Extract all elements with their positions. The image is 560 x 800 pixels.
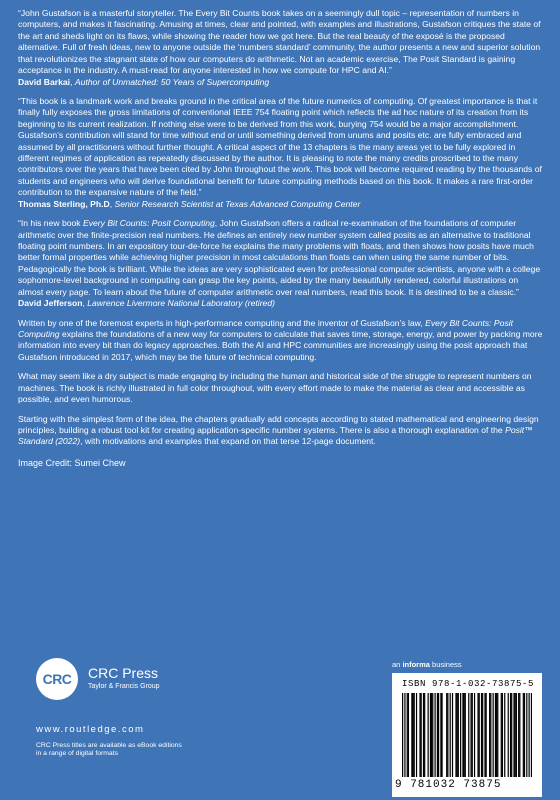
barcode-bar bbox=[481, 693, 482, 777]
quote-text-part: , John Gustafson offers a radical re-examination of the foundations of computer arithmetic over the finite-precision real numbers. He defines an entirely new number system called posits as an alternative to traditional floating point numbers. In an expository tour-de-force he explains the many problems with floats, and then shows how posits have much better formal properties while achieving higher precision in most calculations than floats can when using the same number of bits. Pedagogically the book is brilliant. While the ideas are very sophisticated even for professional computer scientists, anyone with a college sophomore-level background in computing can grasp the key points, aided by the many beautifully rendered, colorful illustrations on almost every page. To learn about the future of computer arithmetic over real numbers, read this book. It is destined to be a classic.” bbox=[18, 218, 541, 297]
barcode-bar bbox=[408, 693, 409, 777]
barcode-bar bbox=[447, 693, 448, 777]
publisher-group: Taylor & Francis Group bbox=[88, 683, 160, 690]
barcode-bar bbox=[489, 693, 490, 777]
barcode-bar bbox=[441, 693, 442, 777]
description-paragraph-2: What may seem like a dry subject is made engaging by including the human and historical side of the struggle to represent numbers on machines. The book is richly illustrated in full color throughout, with every effort made to make the material as clear and accessible as possible, and even humorous. bbox=[18, 371, 532, 405]
barcode-bar bbox=[513, 693, 514, 777]
barcode-bar bbox=[497, 693, 498, 777]
barcode-bar bbox=[516, 693, 517, 777]
review-quote-jefferson bbox=[18, 218, 544, 309]
barcode-bar bbox=[502, 693, 503, 777]
cover-footer bbox=[0, 650, 560, 800]
informa-name: informa bbox=[402, 660, 430, 669]
description-paragraph-1 bbox=[18, 318, 544, 364]
barcode-bars bbox=[402, 693, 532, 777]
reviewer-role: Author of Unmatched: 50 Years of Supercomputing bbox=[74, 76, 270, 87]
barcode-bar bbox=[411, 693, 412, 777]
barcode-bar bbox=[519, 693, 520, 777]
barcode-bar bbox=[531, 693, 532, 777]
crc-logo-icon: CRC bbox=[36, 658, 78, 700]
barcode-bar bbox=[438, 693, 439, 777]
barcode-bar bbox=[524, 693, 525, 777]
barcode-bar bbox=[526, 693, 527, 777]
barcode-bar bbox=[515, 693, 516, 777]
barcode-bar bbox=[479, 693, 480, 777]
barcode-bar bbox=[504, 693, 505, 777]
barcode-bar bbox=[457, 693, 458, 777]
book-title: Every Bit Counts: Posit Computing bbox=[18, 317, 514, 339]
text-part: , with motivations and examples that expand on that terse 12-page document. bbox=[80, 436, 376, 447]
informa-suffix: business bbox=[429, 660, 462, 669]
barcode-bar bbox=[477, 693, 478, 777]
review-quote-barkai bbox=[18, 8, 544, 88]
barcode-bar bbox=[493, 693, 494, 777]
book-title: Every Bit Counts: Posit Computing bbox=[82, 218, 215, 229]
barcode-bar bbox=[511, 693, 512, 777]
barcode-bar bbox=[464, 693, 465, 777]
barcode-bar bbox=[465, 693, 466, 777]
barcode-bar bbox=[486, 693, 487, 777]
barcode-bar bbox=[402, 693, 403, 777]
barcode-bar bbox=[518, 693, 519, 777]
barcode-bar bbox=[484, 693, 485, 777]
barcode-bar bbox=[455, 693, 456, 777]
quote-text-part: “In his new book bbox=[18, 218, 83, 229]
barcode-bar bbox=[472, 693, 473, 777]
informa-business-label bbox=[392, 660, 462, 670]
text-part: explains the foundations of a new way for computers to calculate that saves time, storage, energy, and power by packing more information into every bit than do legacy approaches. Both the AI and HPC communities are increasingly using the posit approach that Gustafson introduced in 2017, which may be the future of technical computing. bbox=[18, 328, 543, 362]
barcode-bar bbox=[437, 693, 438, 777]
barcode-bar bbox=[446, 693, 447, 777]
barcode-bar bbox=[468, 693, 469, 777]
review-quote-sterling bbox=[18, 96, 544, 210]
informa-prefix: an bbox=[392, 660, 403, 669]
barcode-bar bbox=[508, 693, 509, 777]
quote-attribution: David Barkai, Author of Unmatched: 50 Years of Supercomputing bbox=[18, 76, 270, 87]
barcode-bar bbox=[462, 693, 463, 777]
barcode-bar bbox=[495, 693, 496, 777]
quote-attribution: David Jefferson, Lawrence Livermore National Laboratory (retired) bbox=[18, 298, 275, 309]
reviewer-name: Thomas Sterling, Ph.D bbox=[18, 198, 110, 209]
reviewer-name: David Barkai bbox=[18, 76, 71, 87]
barcode-bar bbox=[424, 693, 425, 777]
barcode-bar bbox=[470, 693, 471, 777]
description-paragraph-3 bbox=[18, 414, 544, 448]
publisher-url: www.routledge.com bbox=[36, 724, 145, 735]
barcode-bar bbox=[423, 693, 424, 777]
barcode-bar bbox=[416, 693, 417, 777]
isbn-number: ISBN 978-1-032-73875-5 bbox=[402, 679, 535, 689]
publisher-name: CRC Press bbox=[88, 665, 159, 681]
barcode-bar bbox=[460, 693, 461, 777]
isbn-barcode bbox=[392, 673, 542, 797]
text-part: Written by one of the foremost experts in high-performance computing and the inventor of Gustafson’s law, bbox=[18, 317, 426, 328]
barcode-bar bbox=[440, 693, 441, 777]
barcode-bar bbox=[501, 693, 502, 777]
barcode-bar bbox=[435, 693, 436, 777]
publisher-logo bbox=[36, 658, 216, 708]
image-credit: Image Credit: Sumei Chew bbox=[18, 457, 126, 468]
quote-attribution: Thomas Sterling, Ph.D, Senior Research Scientist at Texas Advanced Computing Center bbox=[18, 198, 361, 209]
quote-text: “John Gustafson is a masterful storyteller. The Every Bit Counts book takes on a seemingly dull topic – representation of numbers in computers, and makes it fascinating. Amusing at times, clear and pointed, with examples and illustrations, Gustafson critiques the state of the art and sheds light on its flaws, while showing the reader how we got here. But the real beauty of the exposé is the proposed alternative. Full of fresh ideas, new to anyone outside the ‘numbers standard’ community, the author presents a new and superior solution that revolutionizes the stagnant state of how our computers do arithmetic. Not an academic exercise, The Posit Standard is gaining acceptance in the industry. A must-read for anyone interested in how we compute for HPC and AI.” bbox=[18, 8, 541, 76]
reviewer-role: Lawrence Livermore National Laboratory (retired) bbox=[87, 298, 275, 309]
barcode-bar bbox=[529, 693, 530, 777]
barcode-digits: 9 781032 73875 bbox=[395, 779, 502, 791]
barcode-bar bbox=[452, 693, 453, 777]
barcode-bar bbox=[490, 693, 491, 777]
barcode-bar bbox=[523, 693, 524, 777]
barcode-bar bbox=[496, 693, 497, 777]
quote-text bbox=[18, 218, 544, 298]
barcode-bar bbox=[432, 693, 433, 777]
barcode-bar bbox=[419, 693, 420, 777]
barcode-bar bbox=[431, 693, 432, 777]
ebook-note: CRC Press titles are available as eBook editions in a range of digital formats bbox=[36, 742, 182, 758]
barcode-bar bbox=[428, 693, 429, 777]
barcode-bar bbox=[458, 693, 459, 777]
barcode-bar bbox=[482, 693, 483, 777]
reviewer-role: Senior Research Scientist at Texas Advanced Computing Center bbox=[114, 198, 361, 209]
text-part: Starting with the simplest form of the idea, the chapters gradually add concepts according to stated mathematical and engineering design principles, building a robust tool kit for creating application-specific number systems. There is also a thorough explanation of the bbox=[18, 413, 539, 435]
standard-title: Posit™ Standard (2022) bbox=[18, 424, 533, 447]
barcode-bar bbox=[474, 693, 475, 777]
barcode-bar bbox=[412, 693, 413, 777]
barcode-bar bbox=[404, 693, 405, 777]
reviewer-name: David Jefferson bbox=[18, 298, 83, 309]
barcode-bar bbox=[510, 693, 511, 777]
barcode-bar bbox=[421, 693, 422, 777]
cover-text bbox=[18, 8, 544, 479]
barcode-bar bbox=[407, 693, 408, 777]
quote-text: “This book is a landmark work and breaks ground in the critical area of the future numerics of computing. Of greatest importance is that it finally fully exposes the gross limitations of conventional IEEE 754 floating point which reflects the ad hoc nature of its creation from its beginning to its current realization. If nothing else were to be derived from this work, burying 754 would be a major accomplishment. Gustafson’s contribution will stand for time without end or until something derived from unums and posits etc. are fully embraced and assumed by all practitioners without further thought. A critical aspect of the 13 chapters is the many areas yet to be fully explored in different regimes of application as repeatedly discussed by the author. It is pleasing to note the many credits proscribed to the many contributors over the years that have been cited by John throughout the work. This book will become required reading by the thousands of students and engineers who will derive foundational benefit for future computing methods based on this book. It makes a rare first-order contribution to the expansive nature of the field.” bbox=[18, 95, 542, 198]
barcode-bar bbox=[430, 693, 431, 777]
barcode-bar bbox=[414, 693, 415, 777]
barcode-bar bbox=[450, 693, 451, 777]
